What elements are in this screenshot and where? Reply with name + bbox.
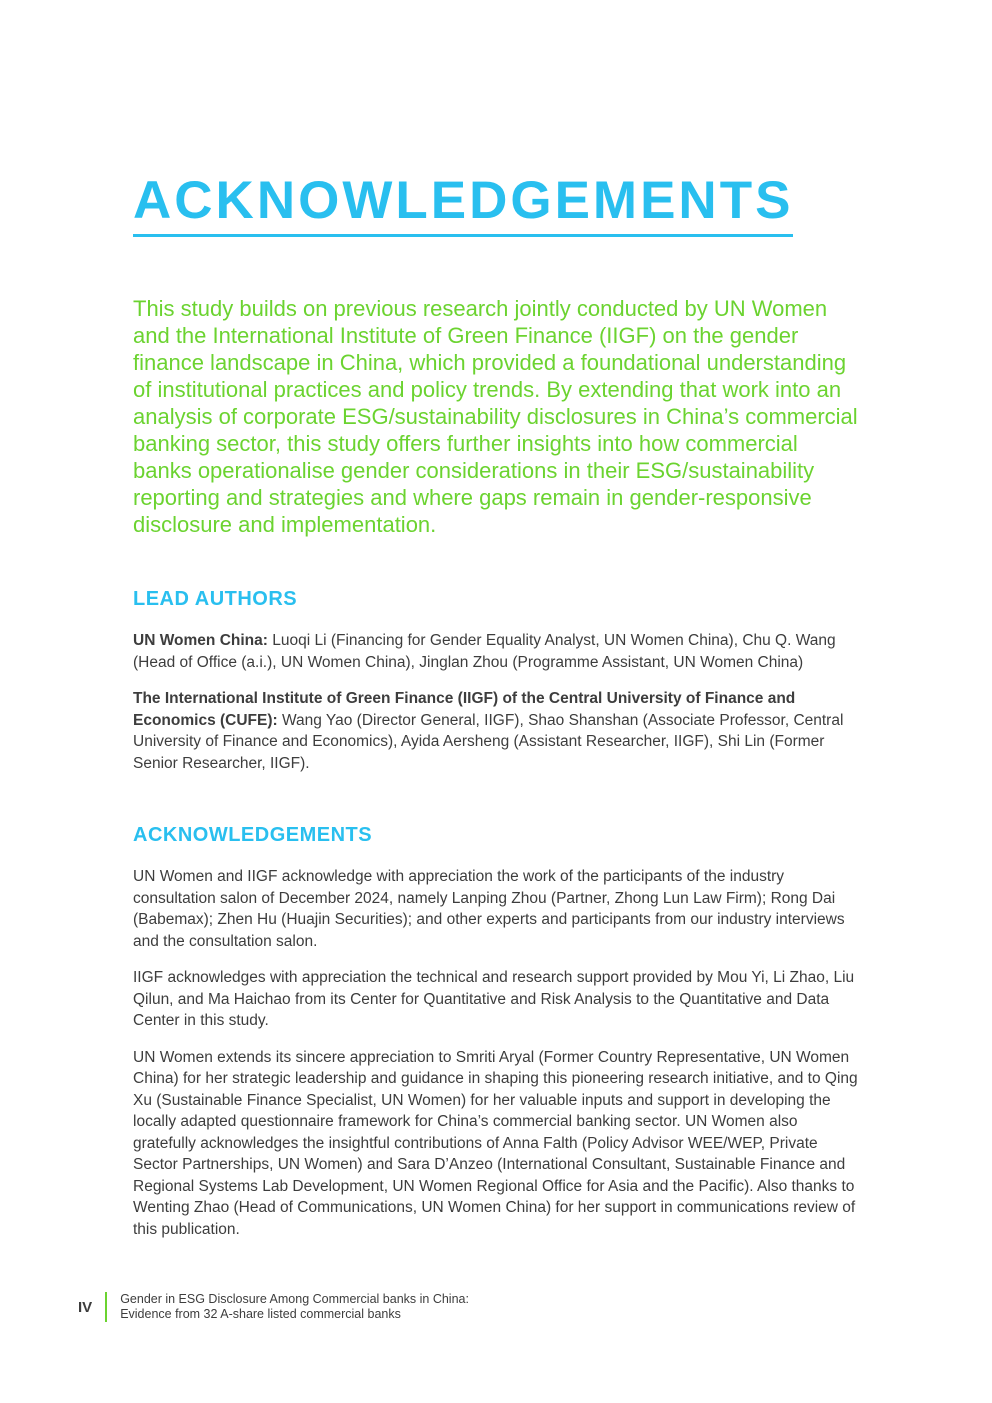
- page-content: [133, 0, 860, 1255]
- footer-caption: [120, 1292, 469, 1322]
- acknowledgements-heading: ACKNOWLEDGEMENTS: [133, 824, 373, 846]
- lead-authors-section: [133, 588, 860, 774]
- acknowledgements-paragraph-iigf-support: IIGF acknowledges with appreciation the technical and research support provided by Mou Yi, Li Zhao, Liu Qilun, and Ma Haichao from its Center for Quantitative and Risk Analysis to the Quantitative and Data Center in this study.: [133, 969, 855, 1029]
- lead-authors-un-women-names: Luoqi Li (Financing for Gender Equality Analyst, UN Women China), Chu Q. Wang (Head of Office (a.i.), UN Women China), Jinglan Zhou (Programme Assistant, UN Women China): [133, 632, 836, 671]
- footer-page-number: IV: [78, 1298, 93, 1316]
- lead-authors-un-women-label: UN Women China:: [133, 632, 268, 649]
- intro-paragraph: This study builds on previous research jointly conducted by UN Women and the International Institute of Green Finance (IIGF) on the gender finance landscape in China, which provided a foundational understanding of institutional practices and policy trends. By extending that work into an analysis of corporate ESG/sustainability disclosures in China’s commercial banking sector, this study offers further insights into how commercial banks operationalise gender considerations in their ESG/sustainability reporting and strategies and where gaps remain in gender-responsive disclosure and implementation.: [133, 296, 858, 537]
- lead-authors-heading: LEAD AUTHORS: [133, 588, 298, 610]
- lead-authors-paragraph-iigf: [133, 688, 860, 774]
- lead-authors-iigf-names: Wang Yao (Director General, IIGF), Shao Shanshan (Associate Professor, Central University of Finance and Economics), Ayida Aersheng (Assistant Researcher, IIGF), Shi Lin (Former Senior Researcher, IIGF).: [133, 711, 844, 772]
- lead-authors-iigf-label: The International Institute of Green Finance (IIGF) of the Central University of Finance and Economics (CUFE):: [133, 690, 796, 729]
- footer-divider: [105, 1292, 107, 1322]
- lead-authors-paragraph-un-women: [133, 630, 860, 673]
- page-footer: [78, 1292, 469, 1322]
- page-title: ACKNOWLEDGEMENTS: [133, 174, 793, 237]
- footer-caption-line2: Evidence from 32 A-share listed commercial banks: [120, 1307, 401, 1321]
- acknowledgements-paragraph-salon: UN Women and IIGF acknowledge with appreciation the work of the participants of the industry consultation salon of December 2024, namely Lanping Zhou (Partner, Zhong Lun Law Firm); Rong Dai (Babemax); Zhen Hu (Huajin Securities); and other experts and participants from our industry interviews and the consultation salon.: [133, 868, 845, 950]
- acknowledgements-section: [133, 824, 860, 1240]
- footer-caption-line1: Gender in ESG Disclosure Among Commercial banks in China:: [120, 1292, 469, 1306]
- acknowledgements-paragraph-un-women-thanks: UN Women extends its sincere appreciation to Smriti Aryal (Former Country Representative, UN Women China) for her strategic leadership and guidance in shaping this pioneering research initiative, and to Qing Xu (Sustainable Finance Specialist, UN Women) for her valuable inputs and support in developing the locally adapted questionnaire framework for China’s commercial banking sector. UN Women also gratefully acknowledges the insightful contributions of Anna Falth (Policy Advisor WEE/WEP, Private Sector Partnerships, UN Women) and Sara D’Anzeo (International Consultant, Sustainable Finance and Regional Systems Lab Development, UN Women Regional Office for Asia and the Pacific). Also thanks to Wenting Zhao (Head of Communications, UN Women China) for her support in communications review of this publication.: [133, 1048, 858, 1238]
